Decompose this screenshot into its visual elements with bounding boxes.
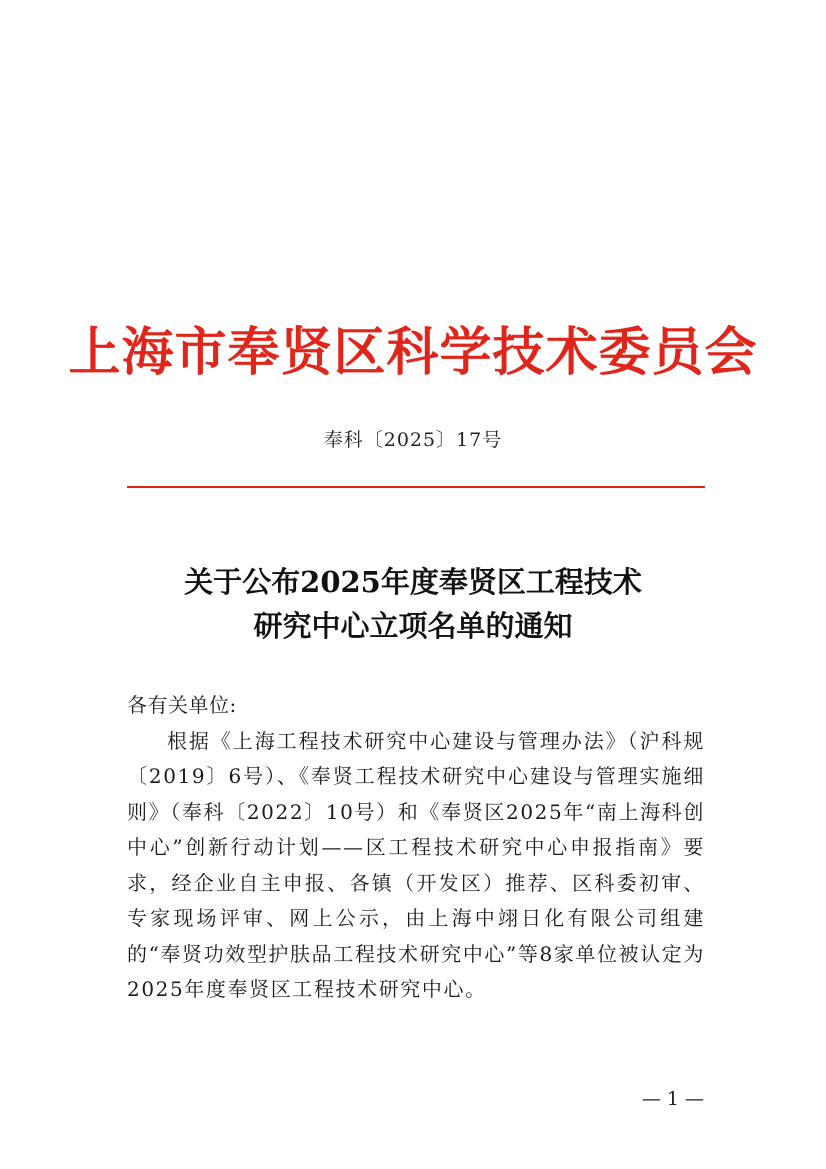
title-line-2: 研究中心立项名单的通知: [253, 609, 573, 643]
document-body: [127, 688, 705, 1008]
body-paragraph: 根据《上海工程技术研究中心建设与管理办法》（沪科规〔2019〕6号）、《奉贤工程技术研究中心建设与管理实施细则》（奉科〔2022〕10号）和《奉贤区2025年“南上海科创中心”创新行动计划——区工程技术研究中心申报指南》要求，经企业自主申报、各镇（开发区）推荐、区科委初审、专家现场评审、网上公示，由上海中翊日化有限公司组建的“奉贤功效型护肤品工程技术研究中心”等8家单位被认定为2025年度奉贤区工程技术研究中心。: [127, 728, 705, 1001]
page-number: — 1 —: [641, 1088, 704, 1110]
salutation: 各有关单位:: [127, 693, 237, 717]
header-red-rule: [127, 486, 705, 488]
document-number: 奉科〔2025〕17号: [323, 429, 503, 451]
document-title: [0, 560, 826, 648]
title-line-1: 关于公布2025年度奉贤区工程技术: [184, 565, 642, 599]
issuing-organization: 上海市奉贤区科学技术委员会: [68, 322, 758, 383]
